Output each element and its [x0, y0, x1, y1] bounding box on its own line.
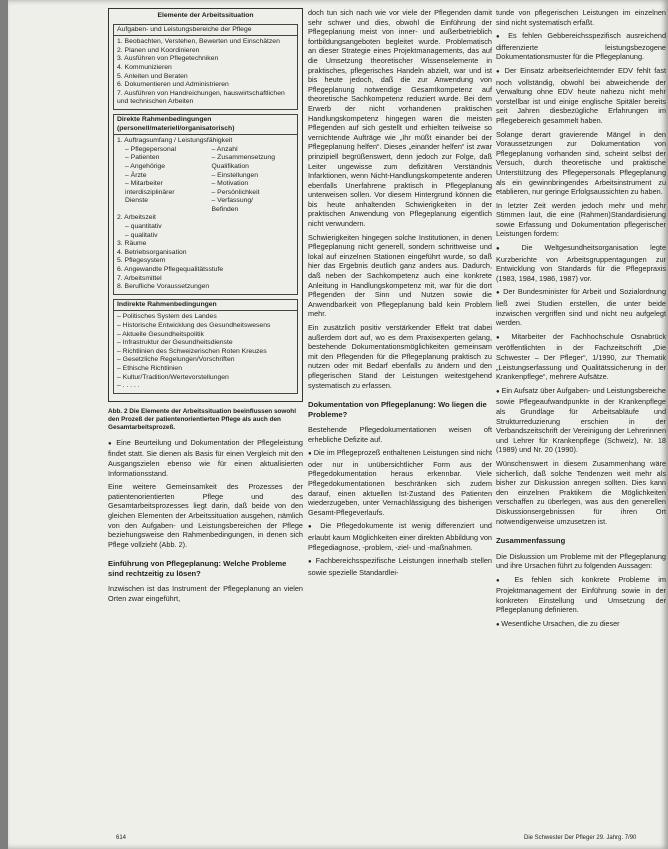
- list-item: interdisziplinärer: [125, 188, 175, 196]
- list-item: 8. Berufliche Voraussetzungen: [117, 283, 210, 291]
- list-item: – Anzahl: [211, 145, 238, 153]
- paragraph: ● Es fehlen sich konkrete Probleme im Projektmanagement der Einführung sowie in der konkreten Einstellung und Umsetzung der Pflegeplanung definieren.: [496, 575, 666, 615]
- direct-item-1: 1. Auftragsumfang / Leistungsfähigkeit: [117, 137, 233, 145]
- paragraph: ● Die Weltgesundheitsorganisation legte Kurzberichte von Arbeitsgruppentagungen zur Entwicklung von Standards für die Pflegepraxis (1983, 1984, 1986, 1987) vor.: [496, 243, 666, 283]
- list-item: 6. Angewandte Pflegequalitätsstufe: [117, 266, 224, 274]
- direct-left-list: [125, 146, 208, 215]
- list-item: 4. Kommunizieren: [117, 63, 172, 71]
- list-item: – Motivation: [211, 180, 249, 188]
- list-item: – Patienten: [125, 154, 160, 162]
- list-item: Qualifikation: [211, 162, 249, 170]
- paragraph: Eine weitere Gemeinsamkeit des Prozesses der patientenorientierten Pflege und des Gesamtarbeitsprozesses liegt darin, daß beide von den gleichen Elementen der Arbeitssituation ausgehen, nämlich von den Aufgaben- und Leistungsbereichen der Pflege beziehungsweise den Rahmenbedingungen, in denen sich Pflege vollzieht (Abb. 2).: [108, 482, 303, 549]
- list-item: – . . . . .: [117, 382, 140, 390]
- paragraph: Die Diskussion um Probleme mit der Pflegeplanung und ihre Ursachen führt zu folgenden Aussagen:: [496, 551, 666, 571]
- paragraph: In letzter Zeit werden jedoch mehr und mehr Stimmen laut, die eine (Rahmen)Standardisierung sowie Erfassung und Dokumentation pflegerischer Leistungen fordern:: [496, 200, 666, 239]
- paragraph: ● Der Einsatz arbeitserleichternder EDV fehlt fast noch vollständig, obwohl bei abweichende der Verwaltung ohne EDV heute nahezu nicht mehr vorstellbar ist und einige englische Spitäler bereits seit Jahren diesbezügliche Erfahrungen im Pflegebereich gesammelt haben.: [496, 66, 666, 126]
- list-item: – Richtlinien des Schweizerischen Roten Kreuzes: [117, 347, 267, 355]
- section-heading: Einführung von Pflegeplanung: Welche Probleme sind rechtzeitig zu lösen?: [108, 559, 287, 578]
- figure-box: [108, 8, 303, 402]
- paragraph: Wünschenswert in diesem Zusammenhang wäre sicherlich, daß solche Tendenzen weit mehr als bisher zur Diskussion anregen sollten. Dies kann den einzelnen Praktikern die Möglichkeiten verschaffen zu überlegen, was aus den generellen Diskussionsergebnissen für ihren Ort notwendigerweise umzusetzen ist.: [496, 458, 666, 526]
- list-item: – Gesetzliche Regelungen/Vorschriften: [117, 356, 235, 364]
- paragraph: ● Wesentliche Ursachen, die zu dieser: [496, 619, 666, 631]
- direct-item-2: 2. Arbeitszeit: [117, 214, 156, 222]
- paragraph: Solange derart gravierende Mängel in den Voraussetzungen zur Dokumentation von Pflegeplanung vorhanden sind, scheint selbst der Versuch, durch theoretische und praktische Unterstützung des Pflegepersonals Pflegeplanung als ein gewinnbringendes Arbeitsinstrument zu etablieren, nur geringe Erfolgsaussichten zu haben.: [496, 129, 666, 197]
- list-item: – Verfassung/: [211, 197, 254, 205]
- direct-item-2-sub: [117, 223, 294, 240]
- list-item: – Historische Entwicklung des Gesundheitswesens: [117, 322, 271, 329]
- list-item: 6. Dokumentieren und Administrieren: [117, 81, 229, 89]
- section-heading: Zusammenfassung: [496, 536, 566, 546]
- direct-conditions-box: [113, 114, 298, 295]
- section-heading: Dokumentation von Pflegeplanung: Wo liegen die Probleme?: [308, 400, 487, 419]
- list-item: – Ärzte: [125, 171, 147, 179]
- list-item: 4. Betriebsorganisation: [117, 248, 187, 256]
- list-item: – Persönlichkeit: [211, 188, 260, 196]
- list-item: 5. Pflegesystem: [117, 257, 166, 265]
- list-item: 7. Ausführen von Handreichungen, hauswirtschaftlichen und technischen Arbeiten: [117, 89, 285, 106]
- paragraph: ● Fachbereichsspezifische Leistungen innerhalb stellen sowie spezielle Standardlei-: [308, 556, 492, 577]
- paragraph: ● Der Bundesminister für Arbeit und Sozialordnung ließ zwei Studien erstellen, die unter beide inzwischen vergriffen sind und nicht neu aufgelegt werden.: [496, 287, 666, 327]
- list-item: – Angehörige: [125, 162, 166, 170]
- list-item: 5. Anleiten und Beraten: [117, 72, 188, 80]
- paragraph: ● Es fehlen Gebbereichsspezifisch ausreichend differenzierte leistungsbezogene Dokumentationsmuster für die Pflegeplanung.: [496, 31, 666, 62]
- list-item: – Aktuelle Gesundheitspolitik: [117, 330, 204, 338]
- tasks-list: [117, 38, 294, 107]
- paragraph: ● Ein Aufsatz über Aufgaben- und Leistungsbereiche sowie Pflegeaufwandpunkte in der Krankenpflege als Grundlage für Arbeitsabläufe und Strukturreduzierung erschien in der Verbandszeitschrift der Vereinigung der Lehrerinnen und Lehrer für Krankenpflege (Schweiz), Nr. 18 (1989) und Nr. 20 (1990).: [496, 386, 666, 455]
- list-item: Dienste: [125, 197, 149, 205]
- tasks-box: [113, 24, 298, 110]
- paragraph: tunde von pflegerischen Leistungen im einzelnen sind nicht systematisch erfaßt.: [496, 8, 666, 27]
- paragraph: ● Die Pflegedokumente ist wenig differenziert und erlaubt kaum Möglichkeiten einer direkten Abbildung von Pflegediagnose, -problem, -ziel- und -maßnahmen.: [308, 521, 492, 552]
- list-item: Befinden: [211, 205, 239, 213]
- column-2: [308, 8, 492, 581]
- paragraph: Bestehende Pflegedokumentationen weisen oft erhebliche Defizite auf.: [308, 424, 492, 444]
- list-item: – Kultur/Tradition/Wertevorstellungen: [117, 373, 229, 381]
- paragraph: ● Mitarbeiter der Fachhochschule Osnabrück veröffentlichten in der Fachzeitschrift „Die Schwester – Der Pfleger“, 1/1990, zur Thematik „Leistungserfassung und Qualitätssicherung in der Krankenpflege“, mehrere Aufsätze.: [496, 332, 666, 382]
- paragraph: Schwierigkeiten hingegen solche Institutionen, in denen Pflegeplanung nicht generell, sondern schrittweise und lokal auf einzelnen Stationen eingeführt wurde, so daß hier das Ergebnis deutlich ganz anders aus. Dadurch, daß neben der Sachkompetenz auch eine konkrete Anleitung in Handlungskompetenz mit, war für die dort Pflegenden der Sinn und Nutzen sowie die Anwendbarkeit von Pflegeplanung bald kein Problem mehr.: [308, 232, 492, 319]
- list-item: – Mitarbeiter: [125, 180, 163, 188]
- list-item: – Infrastruktur der Gesundheitsdienste: [117, 339, 233, 347]
- paragraph: ● Die im Pflegeprozeß enthaltenen Leistungen sind nicht oder nur in unübersichtlicher Form aus der Pflegedokumentation heraus erkennbar. Viele Pflegedokumentationen beschränken sich zudem darauf, einen aktuellen Ist-Zustand des Patienten wiederzugeben, unter Vernachlässigung des bisherigen Gesamt-Pflegeverlaufs.: [308, 448, 492, 517]
- list-item: – Einstellungen: [211, 171, 258, 179]
- list-item: – Politisches System des Landes: [117, 313, 217, 321]
- paragraph: Ein zusätzlich positiv verstärkender Effekt trat dabei außerdem dort auf, wo es dem Praxisexperten gelang, bestehende Dokumentationsmöglichkeiten gemeinsam mit den Pflegenden für die Pflegeplanung praktisch zu nutzen oder mit Bedarf ebenfalls zu ändern und den pflegerischen Stand der Leistungen weitestgehend systematisch zu erfassen.: [308, 323, 492, 390]
- page-number: 614: [116, 835, 127, 841]
- list-item: – quantitativ: [125, 223, 162, 231]
- list-item: 3. Räume: [117, 240, 147, 248]
- direct-rest-list: [117, 240, 294, 292]
- indirect-list: [117, 313, 294, 390]
- list-item: 1. Beobachten, Verstehen, Bewerten und Einschätzen: [117, 38, 280, 46]
- indirect-title: Indirekte Rahmenbedingungen: [114, 300, 297, 312]
- direct-two-columns: [117, 146, 294, 215]
- paragraph: ● Eine Beurteilung und Dokumentation der Pflegeleistung findet statt. Sie dienen als Basis für einen Vergleich mit den Ausgangszielen ebenso wie für einen aktualisierten Informationsstand.: [108, 438, 303, 478]
- direct-title: Direkte Rahmenbedingungen (personell/materiell/organisatorisch): [114, 115, 297, 135]
- list-item: – Ethische Richtlinien: [117, 364, 182, 372]
- figure-title: Elemente der Arbeitssituation: [157, 12, 254, 19]
- paragraph: Inzwischen ist das Instrument der Pflegeplanung an vielen Orten zwar eingeführt,: [108, 584, 303, 603]
- list-item: – Zusammensetzung: [211, 154, 275, 162]
- list-item: – Pflegepersonal: [125, 145, 177, 153]
- list-item: – qualitativ: [125, 231, 158, 239]
- paragraph: doch tun sich nach wie vor viele der Pflegenden damit sehr schwer und dies, obwohl die Einführung der Pflegeplanung meist von inner- und außerbetrieblich fortbildungsangeboten begleitet wurde. Problematisch an dieser Strategie eines Projektmanagements, das auf die Umsetzung theoretischer Wissenselemente in praktisches, pflegerisches Handeln abzielt, war und ist bis heute jedoch, daß die zur Anwendung von Pflegeplanung notwendige Gesamtkompetenz auf theoretische Sachkompetenz reduziert wurde. Bei dem Erwerb der nicht vorhandenen praktischen Handlungskompetenz hingegen waren die meisten Pflegenden auf sich gestellt und erhielten teilweise so vernichtende Aufträge wie „Ihr müßt einander bei der Pflegeplanung helfen“. Dieses „einander helfen“ ist zwar prinzipiell begrüßenswert, denn jedoch zur Folge, daß Leiter ungewisse zum defizitären Verständnis Infarktionen, wenn Nicht-Handlungskompetente anderen ebenfalls Unerfahrene praktisch in Pflegeplanung unterweisen sollen. Vor diesem Hintergrund können die bis heute anhaltenden Schwierigkeiten in der praktischen Anwendung von Pflegeplanung eigentlich nicht verwundern.: [308, 8, 492, 229]
- journal-footer: Die Schwester Der Pfleger 29. Jahrg. 7/90: [524, 835, 637, 841]
- document-page: [8, 0, 668, 849]
- indirect-conditions-box: [113, 299, 298, 394]
- column-3: [496, 8, 666, 635]
- list-item: 3. Ausführen von Pflegetechniken: [117, 55, 219, 63]
- tasks-title: Aufgaben- und Leistungsbereiche der Pflege: [114, 25, 297, 37]
- list-item: 2. Planen und Koordinieren: [117, 46, 200, 54]
- list-item: 7. Arbeitsmittel: [117, 274, 162, 282]
- column-1: [108, 8, 303, 607]
- figure-caption: Abb. 2 Die Elemente der Arbeitssituation beeinflussen sowohl den Prozeß der patientenorientierten Pflege als auch den Gesamtarbeitsprozeß.: [108, 407, 296, 431]
- direct-right-list: [212, 146, 295, 215]
